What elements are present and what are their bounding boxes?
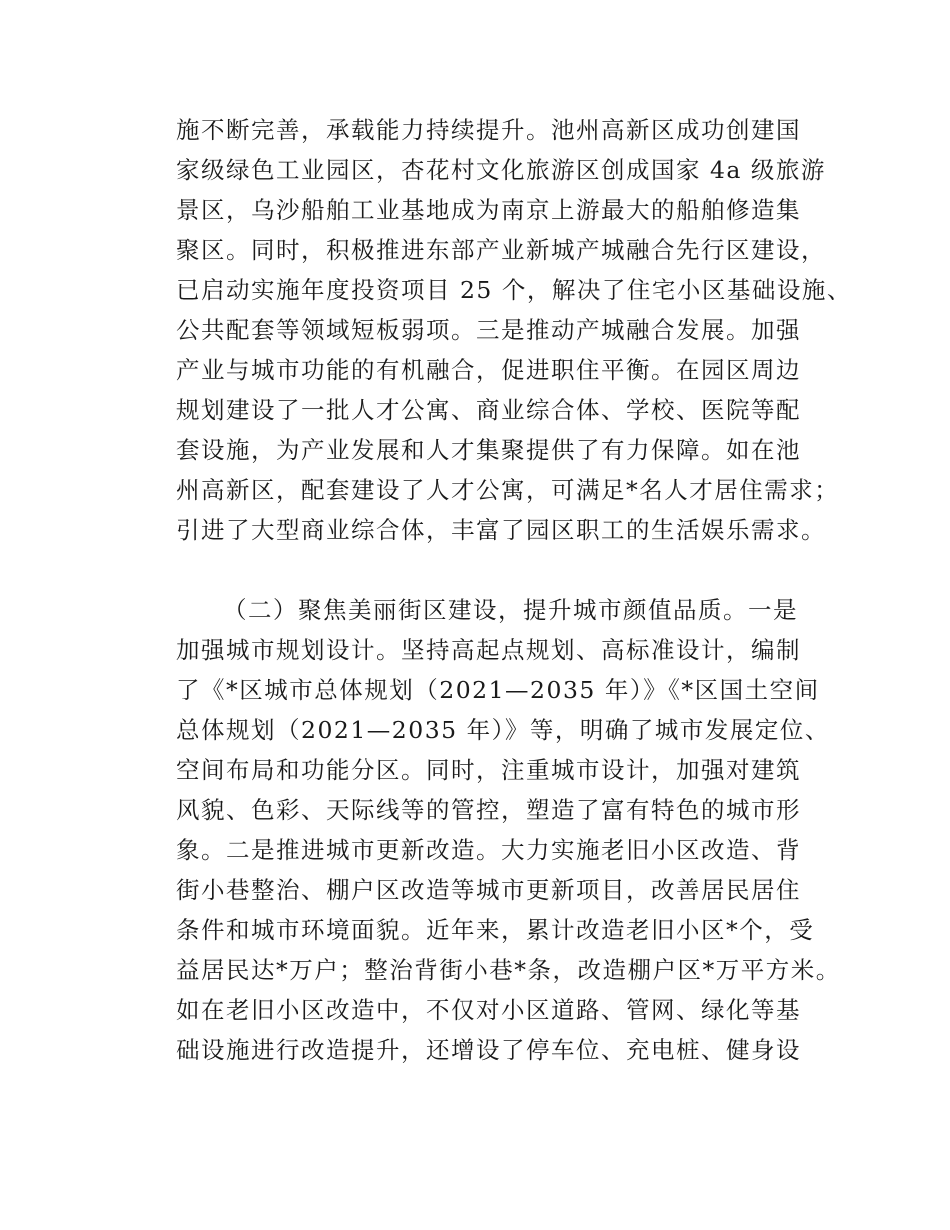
paragraph-line: 总体规划（2021—2035 年）》等，明确了城市发展定位、	[176, 716, 830, 744]
paragraph-line: 已启动实施年度投资项目 25 个，解决了住宅小区基础设施、	[176, 276, 852, 304]
paragraph-line: 象。二是推进城市更新改造。大力实施老旧小区改造、背	[176, 836, 801, 864]
paragraph-line: 础设施进行改造提升，还增设了停车位、充电桩、健身设	[176, 1036, 801, 1064]
paragraph-line: 加强城市规划设计。坚持高起点规划、高标准设计，编制	[176, 636, 801, 664]
paragraph-line: 规划建设了一批人才公寓、商业综合体、学校、医院等配	[176, 396, 801, 424]
paragraph-line: 家级绿色工业园区，杏花村文化旅游区创成国家 4a 级旅游	[176, 156, 826, 184]
paragraph-line: 了《*区城市总体规划（2021—2035 年）》《*区国土空间	[176, 676, 820, 704]
paragraph-line: 条件和城市环境面貌。近年来，累计改造老旧小区*个，受	[176, 916, 815, 944]
paragraph-line: （二）聚焦美丽街区建设，提升城市颜值品质。一是	[223, 596, 798, 624]
paragraph-line: 产业与城市功能的有机融合，促进职住平衡。在园区周边	[176, 356, 801, 384]
paragraph-line: 州高新区，配套建设了人才公寓，可满足*名人才居住需求；	[176, 476, 840, 504]
paragraph-line: 益居民达*万户；整治背街小巷*条，改造棚户区*万平方米。	[176, 956, 841, 984]
paragraph-line: 如在老旧小区改造中，不仅对小区道路、管网、绿化等基	[176, 996, 801, 1024]
paragraph-line: 聚区。同时，积极推进东部产业新城产城融合先行区建设，	[176, 236, 826, 264]
paragraph-line: 风貌、色彩、天际线等的管控，塑造了富有特色的城市形	[176, 796, 801, 824]
paragraph-line: 引进了大型商业综合体，丰富了园区职工的生活娱乐需求。	[176, 516, 826, 544]
paragraph-line: 景区，乌沙船舶工业基地成为南京上游最大的船舶修造集	[176, 196, 801, 224]
paragraph-2	[176, 590, 841, 1070]
paragraph-line: 街小巷整治、棚户区改造等城市更新项目，改善居民居住	[176, 876, 801, 904]
paragraph-line: 施不断完善，承载能力持续提升。池州高新区成功创建国	[176, 116, 801, 144]
paragraph-line: 公共配套等领域短板弱项。三是推动产城融合发展。加强	[176, 316, 801, 344]
paragraph-1	[176, 110, 852, 550]
paragraph-line: 套设施，为产业发展和人才集聚提供了有力保障。如在池	[176, 436, 801, 464]
paragraph-line: 空间布局和功能分区。同时，注重城市设计，加强对建筑	[176, 756, 801, 784]
